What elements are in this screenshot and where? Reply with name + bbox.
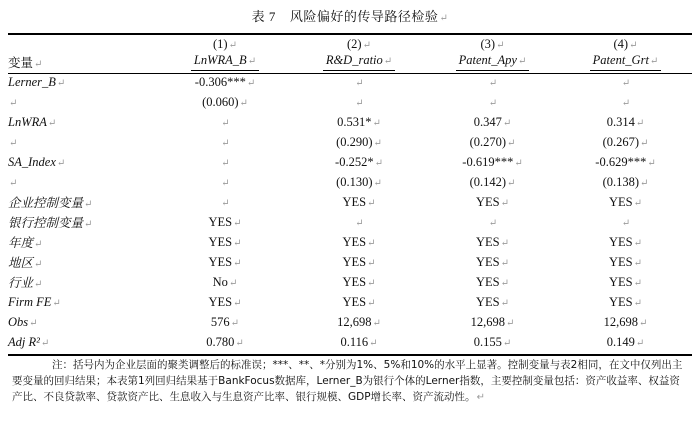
table-cell: ↵ (488, 217, 498, 229)
table-cell: -0.629***↵ (595, 154, 656, 169)
table-cell: YES↵ (475, 234, 509, 249)
table-cell: -0.252*↵ (335, 154, 383, 169)
table-row (8, 252, 692, 272)
table-row (8, 212, 692, 232)
regression-table (8, 36, 692, 352)
col-num: (4)↵ (613, 36, 638, 51)
variable-name: Firm FE↵ (8, 294, 61, 309)
table-cell: YES↵ (208, 234, 242, 249)
table-cell: (0.290)↵ (336, 134, 382, 149)
table-cell: (0.060)↵ (202, 94, 248, 109)
table-label: 表 7 (251, 9, 276, 24)
col-dependent: Patent_Apy↵ (426, 52, 559, 72)
table-row (8, 192, 692, 212)
table-row (8, 312, 692, 332)
variable-name: SA_Index↵ (8, 154, 66, 169)
table-cell: (0.270)↵ (469, 134, 516, 149)
table-cell: 576↵ (210, 314, 240, 329)
header-row-dependents (8, 52, 692, 72)
table-cell: ↵ (221, 197, 230, 209)
table-cell: ↵ (221, 177, 230, 189)
col-num: (2)↵ (347, 36, 371, 51)
variable-name: 行业↵ (8, 276, 43, 290)
table-cell: ↵ (621, 77, 631, 89)
table-row (8, 172, 692, 192)
col-dependent: LnWRA_B↵ (158, 52, 292, 72)
table-cell: ↵ (221, 117, 230, 129)
paragraph-mark: ↵ (476, 392, 485, 403)
header-row-numbers (8, 36, 692, 52)
table-cell: ↵ (355, 97, 364, 109)
variable-name: Lerner_B↵ (8, 74, 66, 89)
table-cell: YES↵ (475, 194, 509, 209)
table-cell: 0.314↵ (606, 114, 645, 129)
table-cell: 0.347↵ (473, 114, 512, 129)
table-cell: YES↵ (208, 254, 242, 269)
variable-name: Adj R²↵ (8, 334, 50, 349)
table-cell: (0.142)↵ (469, 174, 516, 189)
table-cell: 0.116↵ (340, 334, 378, 349)
table-title (0, 6, 700, 25)
table-row (8, 272, 692, 292)
header-empty (8, 36, 158, 52)
variable-header: 变量↵ (8, 56, 43, 70)
table-cell: YES↵ (608, 294, 642, 309)
col-dependent: R&D_ratio↵ (292, 52, 426, 72)
table-cell: YES↵ (342, 254, 376, 269)
table-cell: ↵ (488, 77, 498, 89)
table-row (8, 152, 692, 172)
variable-name: LnWRA↵ (8, 114, 57, 129)
table-cell: YES↵ (342, 234, 376, 249)
table-cell: ↵ (221, 157, 230, 169)
variable-name: 年度↵ (8, 236, 43, 250)
table-cell: YES↵ (475, 294, 509, 309)
table-cell: YES↵ (608, 234, 642, 249)
table-cell: 0.149↵ (606, 334, 645, 349)
table-row (8, 292, 692, 312)
table-row (8, 72, 692, 92)
col-dependent: Patent_Grt↵ (559, 52, 692, 72)
table-cell: YES↵ (608, 274, 642, 289)
variable-name: 地区↵ (8, 256, 43, 270)
table-note (12, 357, 688, 406)
col-num: (1)↵ (213, 36, 237, 51)
table-cell: (0.267)↵ (602, 134, 649, 149)
variable-name: 银行控制变量↵ (8, 216, 93, 230)
note-text: 注：括号内为企业层面的聚类调整后的标准误；***、**、*分别为1%、5%和10%的水平上显著。控制变量与表2相同，在文中仅列出主要变量的回归结果；本表第1列回归结果基于BankFocus数据库，Lerner_B为银行个体的Lerner指数，主要控制变量包括：资产收益率、权益资产比、不良贷款率、贷款资产比、生息收入与生息资产比率、银行规模、GDP增长率、资产流动性。 (12, 359, 683, 403)
table-cell: YES↵ (608, 194, 642, 209)
table-cell: YES↵ (475, 254, 509, 269)
variable-name: 企业控制变量↵ (8, 196, 93, 210)
table-cell: ↵ (488, 97, 498, 109)
table-cell: 12,698↵ (470, 314, 515, 329)
bottom-rule (8, 354, 692, 356)
table-cell: 0.155↵ (473, 334, 512, 349)
table-row (8, 112, 692, 132)
table-cell: (0.138)↵ (602, 174, 649, 189)
table-cell: YES↵ (342, 194, 376, 209)
table-cell: YES↵ (208, 294, 242, 309)
variable-name: ↵ (9, 137, 18, 149)
table-cell: -0.306***↵ (194, 74, 256, 89)
table-cell: ↵ (355, 217, 364, 229)
variable-name: Obs↵ (8, 314, 38, 329)
table-cell: 12,698↵ (337, 314, 381, 329)
table-cell: 0.531*↵ (337, 114, 381, 129)
table-cell: -0.619***↵ (462, 154, 523, 169)
paragraph-mark: ↵ (439, 13, 449, 24)
col-num: (3)↵ (480, 36, 505, 51)
table-title-text: 风险偏好的传导路径检验 (289, 9, 439, 24)
table-cell: YES↵ (608, 254, 642, 269)
table-row (8, 92, 692, 112)
table-cell: (0.130)↵ (336, 174, 382, 189)
table-row (8, 232, 692, 252)
table-cell: 12,698↵ (603, 314, 648, 329)
table-cell: ↵ (621, 97, 631, 109)
table-cell: ↵ (221, 137, 230, 149)
top-rule (8, 33, 692, 35)
table-cell: YES↵ (208, 214, 242, 229)
table-row (8, 332, 692, 352)
table-cell: 0.780↵ (206, 334, 244, 349)
variable-name: ↵ (9, 177, 18, 189)
table-cell: YES↵ (475, 274, 509, 289)
table-cell: No↵ (212, 274, 238, 289)
table-cell: ↵ (621, 217, 631, 229)
table-cell: YES↵ (342, 274, 376, 289)
variable-name: ↵ (9, 97, 18, 109)
table-cell: ↵ (355, 77, 364, 89)
table-row (8, 132, 692, 152)
table-cell: YES↵ (342, 294, 376, 309)
